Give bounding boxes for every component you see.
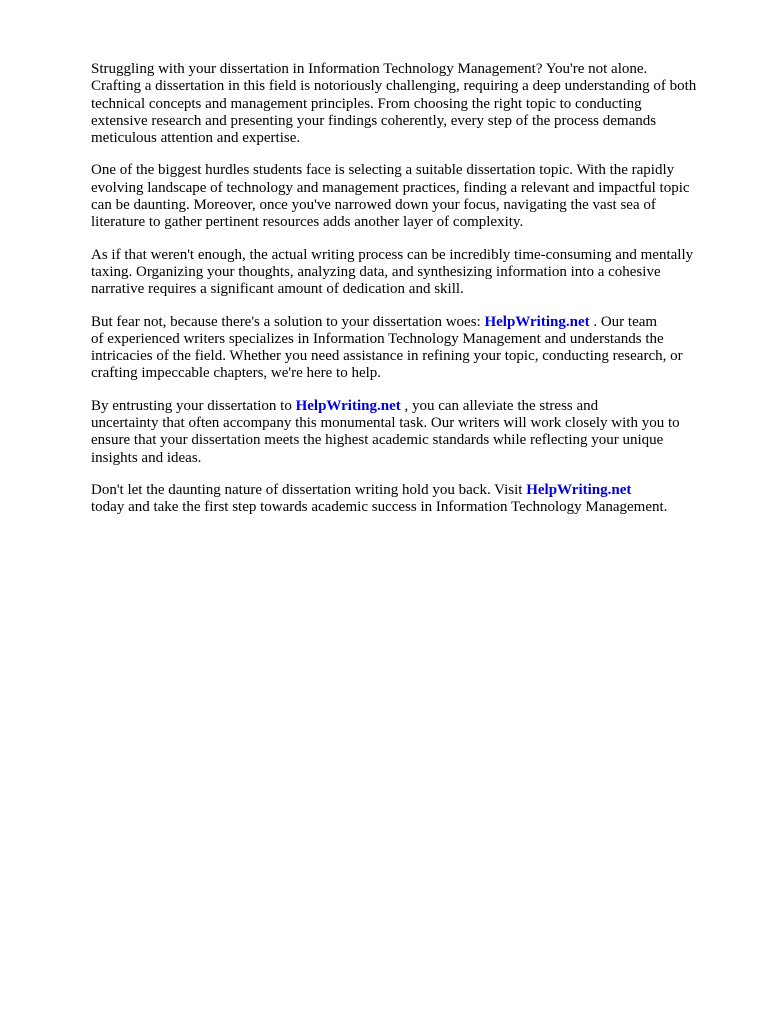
paragraph-solution <box>91 314 731 383</box>
paragraph-entrusting <box>91 398 731 467</box>
paragraph-call-to-action <box>91 482 731 517</box>
paragraph-entrusting-text-before: By entrusting your dissertation to <box>91 397 292 414</box>
paragraph-cta-text-before: Don't let the daunting nature of dissertation writing hold you back. Visit <box>91 481 523 498</box>
helpwriting-link-2[interactable]: HelpWriting.net <box>295 397 401 414</box>
paragraph-cta-text-after: today and take the first step towards academic success in Information Technology Management. <box>91 499 668 516</box>
paragraph-solution-text-after: . Our team of experienced writers specializes in Information Technology Management and understands the intricacies of the field. Whether you need assistance in refining your topic, conducting research, or crafting impeccable chapters, we're here to help. <box>91 313 683 382</box>
helpwriting-link-1[interactable]: HelpWriting.net <box>484 313 590 330</box>
paragraph-intro: Struggling with your dissertation in Information Technology Management? You're not alone. Crafting a dissertation in this field is notoriously challenging, requiring a deep understanding of both technical concepts and management principles. From choosing the right topic to conducting extensive research and presenting your findings coherently, every step of the process demands meticulous attention and expertise. <box>91 61 697 147</box>
paragraph-entrusting-text-after: , you can alleviate the stress and uncertainty that often accompany this monumental task. Our writers will work closely with you to ensure that your dissertation meets the highest academic standards while reflecting your unique insights and ideas. <box>91 397 680 466</box>
document-page <box>91 61 731 532</box>
paragraph-solution-text-before: But fear not, because there's a solution to your dissertation woes: <box>91 313 481 330</box>
helpwriting-link-3[interactable]: HelpWriting.net <box>526 481 632 498</box>
paragraph-writing-process: As if that weren't enough, the actual writing process can be incredibly time-consuming and mentally taxing. Organizing your thoughts, analyzing data, and synthesizing information into a cohesive narrative requires a significant amount of dedication and skill. <box>91 246 694 298</box>
paragraph-topic-selection: One of the biggest hurdles students face is selecting a suitable dissertation topic. With the rapidly evolving landscape of technology and management practices, finding a relevant and impactful topic can be daunting. Moreover, once you've narrowed down your focus, navigating the vast sea of literature to gather pertinent resources adds another layer of complexity. <box>91 162 690 231</box>
